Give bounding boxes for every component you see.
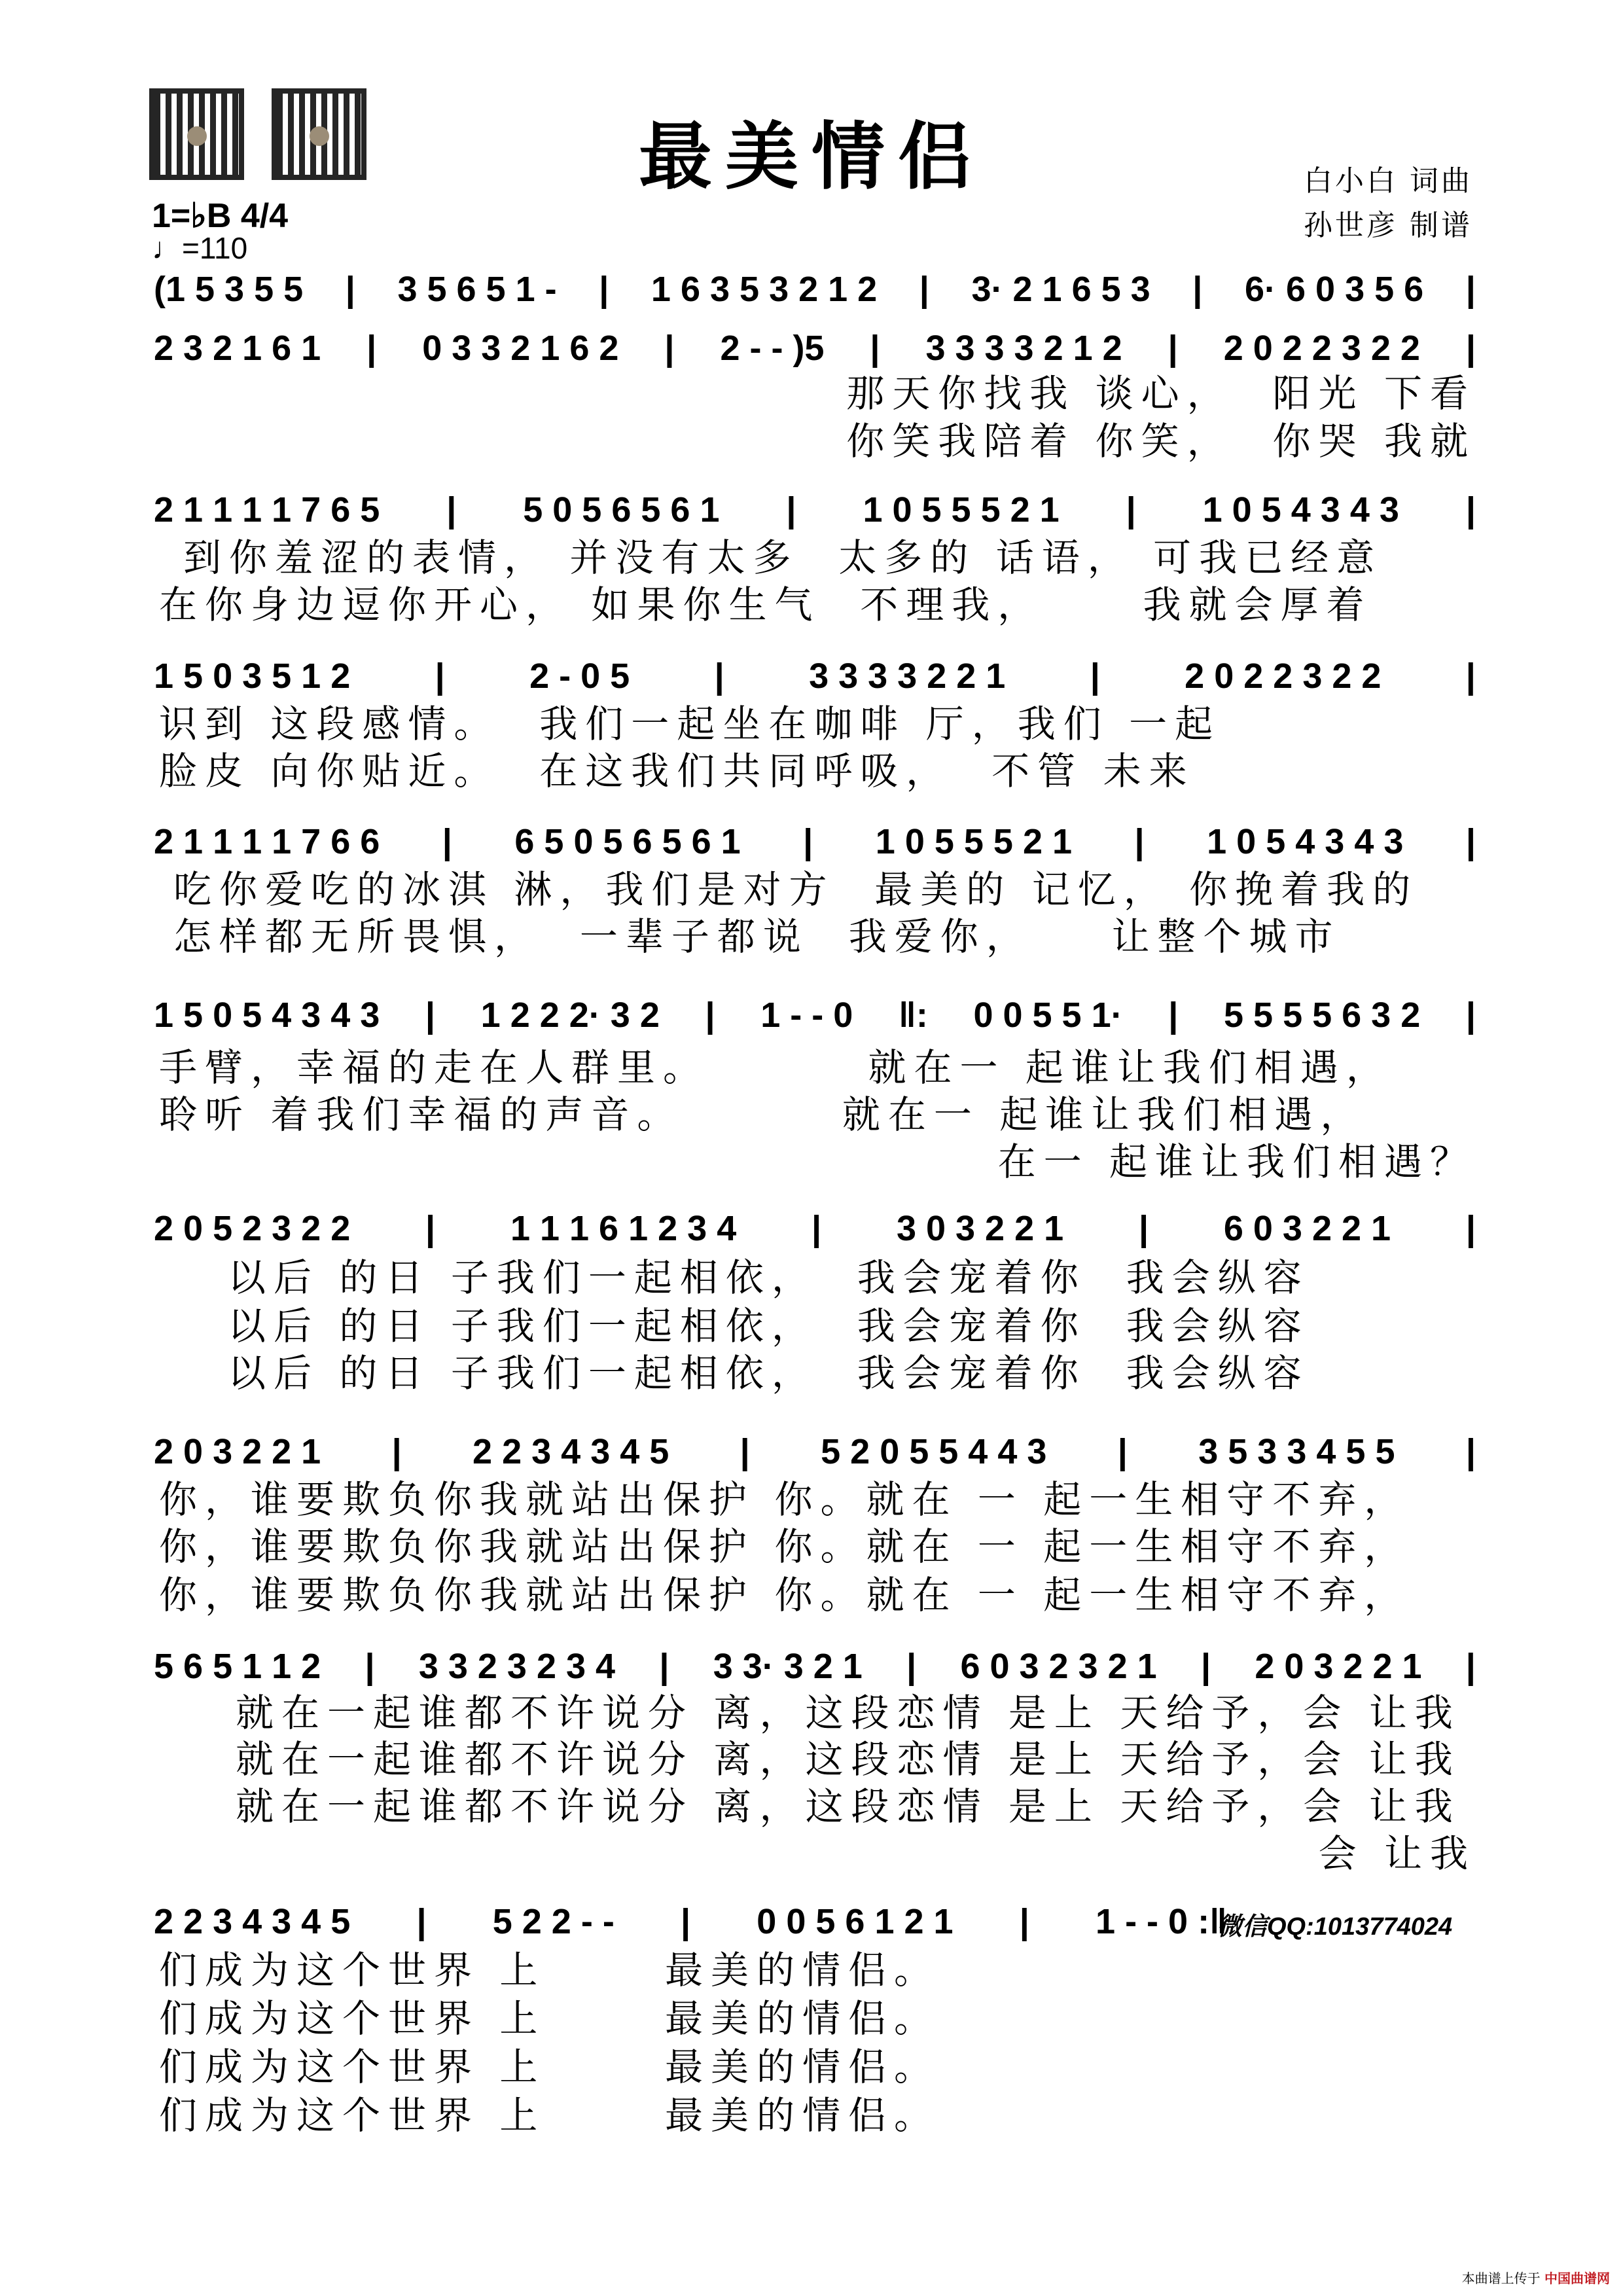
barline: | bbox=[1168, 996, 1179, 1035]
barline: | bbox=[1168, 329, 1178, 368]
barline: | bbox=[425, 996, 436, 1035]
barline: | bbox=[1134, 822, 1145, 861]
notation-row bbox=[154, 1434, 1476, 1469]
measure-notes: 1 0 5 5 5 2 1 bbox=[875, 822, 1073, 861]
barline: | bbox=[1117, 1432, 1128, 1471]
barline: | bbox=[1200, 1647, 1211, 1686]
barline: | bbox=[870, 329, 880, 368]
measure-notes: 0 0 5 6 1 2 1 bbox=[757, 1902, 954, 1941]
lyric-line: 就在一起谁都不许说分 离，这段恋情 是上 天给予，会 让我 bbox=[236, 1737, 1461, 1782]
lyric-line: 在你身边逗你开心， 如果你生气 不理我， 我就会厚着 bbox=[159, 583, 1372, 627]
barline: | bbox=[1465, 270, 1476, 309]
lyric-line: 以后 的日 子我们一起相依， 我会宠着你 我会纵容 bbox=[228, 1304, 1310, 1348]
measure-notes: 2 2 3 4 3 4 5 bbox=[154, 1902, 351, 1941]
measure-notes: 3 3 3 3 2 1 2 bbox=[925, 329, 1122, 368]
barline: 1 - - 0 :‖ bbox=[1096, 1902, 1227, 1941]
measure-notes: 5 2 2 - - bbox=[492, 1902, 615, 1941]
measure-notes: 2 0 2 2 3 2 2 bbox=[1223, 329, 1420, 368]
lyric-line: 们成为这个世界 上 最美的情侣。 bbox=[159, 1996, 940, 2041]
measure-notes: 2 2 3 4 3 4 5 bbox=[473, 1432, 669, 1471]
barline: | bbox=[1138, 1209, 1149, 1248]
measure-notes: 6 0 3 2 2 1 bbox=[1223, 1209, 1391, 1248]
lyric-line: 你，谁要欺负你我就站出保护 你。就在 一 起一生相守不弃， bbox=[159, 1477, 1410, 1522]
barline: | bbox=[664, 329, 675, 368]
barline: | bbox=[345, 270, 355, 309]
measure-notes: 1 0 5 4 3 4 3 bbox=[1202, 490, 1399, 529]
lyric-line: 就在一起谁都不许说分 离，这段恋情 是上 天给予，会 让我 bbox=[236, 1691, 1461, 1735]
notation-row bbox=[154, 1211, 1476, 1246]
lyric-line: 聆听 着我们幸福的声音。 就在一 起谁让我们相遇， bbox=[159, 1092, 1366, 1137]
barline: | bbox=[681, 1902, 691, 1941]
contact-info: 微信QQ:1013774024 bbox=[1217, 1913, 1453, 1941]
measure-notes: 2 0 2 2 3 2 2 bbox=[1185, 656, 1382, 696]
notation-row bbox=[154, 492, 1476, 528]
measure-notes: 1 0 5 4 3 4 3 bbox=[1207, 822, 1404, 861]
measure-notes: 2 0 3 2 2 1 bbox=[154, 1432, 321, 1471]
arranger: 孙世彦 制谱 bbox=[1304, 209, 1472, 242]
footer-site: 中国曲谱网 bbox=[1544, 2270, 1610, 2286]
barline: | bbox=[366, 329, 377, 368]
measure-notes: 2 3 2 1 6 1 bbox=[154, 329, 321, 368]
notation-row bbox=[154, 658, 1476, 694]
measure-notes: 5 2 0 5 5 4 4 3 bbox=[821, 1432, 1047, 1471]
measure-notes: 3 3 2 3 2 3 4 bbox=[418, 1647, 616, 1686]
barline: | bbox=[740, 1432, 750, 1471]
measure-notes: 1 1 1 6 1 2 3 4 bbox=[510, 1209, 737, 1248]
notation-row bbox=[154, 1649, 1476, 1684]
measure-notes: 1 5 0 3 5 1 2 bbox=[154, 656, 351, 696]
measure-notes: 0 0 5 5 1· bbox=[973, 996, 1123, 1035]
measure-notes: 1 2 2 2· 3 2 bbox=[480, 996, 660, 1035]
barline: ‖: bbox=[898, 996, 928, 1035]
barline: | bbox=[1465, 656, 1476, 696]
barline: | bbox=[1465, 822, 1476, 861]
notation-row bbox=[154, 1904, 1227, 1939]
lyric-line: 你，谁要欺负你我就站出保护 你。就在 一 起一生相守不弃， bbox=[159, 1573, 1410, 1617]
lyric-line: 你笑我陪着 你笑， 你哭 我就 bbox=[846, 419, 1476, 463]
measure-notes: 3 3 3 3 2 2 1 bbox=[809, 656, 1006, 696]
measure-notes: 6 0 3 2 3 2 1 bbox=[960, 1647, 1157, 1686]
notation-row bbox=[154, 824, 1476, 859]
barline: | bbox=[425, 1209, 436, 1248]
measure-notes: 2 0 5 2 3 2 2 bbox=[154, 1209, 351, 1248]
measure-notes: 3 3· 3 2 1 bbox=[713, 1647, 863, 1686]
barline: | bbox=[435, 656, 445, 696]
barline: | bbox=[714, 656, 724, 696]
measure-notes: 3· 2 1 6 5 3 bbox=[971, 270, 1150, 309]
notation-row bbox=[154, 272, 1476, 307]
barline: | bbox=[1465, 1209, 1476, 1248]
measure-notes: 3 5 3 3 4 5 5 bbox=[1198, 1432, 1395, 1471]
measure-notes: 6· 6 0 3 5 6 bbox=[1245, 270, 1424, 309]
lyric-line: 吃你爱吃的冰淇 淋，我们是对方 最美的 记忆， 你挽着我的 bbox=[173, 867, 1419, 912]
barline: | bbox=[1465, 329, 1476, 368]
measure-notes: 3 0 3 2 2 1 bbox=[896, 1209, 1064, 1248]
barline: | bbox=[391, 1432, 402, 1471]
measure-notes: 2 0 3 2 2 1 bbox=[1255, 1647, 1422, 1686]
lyric-line: 脸皮 向你贴近。 在这我们共同呼吸， 不管 未来 bbox=[159, 749, 1195, 793]
measure-notes: 3 5 6 5 1 - bbox=[397, 270, 557, 309]
lyric-line: 们成为这个世界 上 最美的情侣。 bbox=[159, 2045, 940, 2089]
lyric-line: 在一 起谁让我们相遇？ bbox=[997, 1139, 1476, 1184]
barline: | bbox=[1090, 656, 1100, 696]
measure-notes: 2 - 0 5 bbox=[529, 656, 630, 696]
key-signature: 1=♭B 4/4 bbox=[152, 197, 289, 235]
measure-notes: 1 6 3 5 3 2 1 2 bbox=[651, 270, 878, 309]
barline: | bbox=[442, 822, 452, 861]
measure-notes: 1 5 0 5 4 3 4 3 bbox=[154, 996, 380, 1035]
lyric-line: 就在一起谁都不许说分 离，这段恋情 是上 天给予，会 让我 bbox=[236, 1784, 1461, 1829]
lyric-line: 那天你找我 谈心， 阳光 下看 bbox=[846, 371, 1476, 416]
barline: | bbox=[416, 1902, 427, 1941]
barline: | bbox=[812, 1209, 822, 1248]
lyric-line: 们成为这个世界 上 最美的情侣。 bbox=[159, 1948, 940, 1992]
footer-credit bbox=[1462, 2268, 1610, 2287]
measure-notes: (1 5 3 5 5 bbox=[154, 270, 304, 309]
measure-notes: 5 5 5 5 6 3 2 bbox=[1224, 996, 1421, 1035]
lyric-line: 怎样都无所畏惧， 一辈子都说 我爱你， 让整个城市 bbox=[173, 914, 1341, 959]
lyric-line: 你，谁要欺负你我就站出保护 你。就在 一 起一生相守不弃， bbox=[159, 1524, 1410, 1569]
barline: | bbox=[919, 270, 929, 309]
measure-notes: 2 - - )5 bbox=[720, 329, 825, 368]
barline: | bbox=[705, 996, 715, 1035]
barline: | bbox=[1465, 996, 1476, 1035]
measure-notes: 5 6 5 1 1 2 bbox=[154, 1647, 321, 1686]
measure-notes: 1 - - 0 bbox=[760, 996, 853, 1035]
lyric-line: 手臂，幸福的走在人群里。 就在一 起谁让我们相遇， bbox=[159, 1045, 1392, 1090]
measure-notes: 2 1 1 1 1 7 6 5 bbox=[154, 490, 380, 529]
barline: | bbox=[659, 1647, 669, 1686]
barline: | bbox=[906, 1647, 917, 1686]
barline: | bbox=[1126, 490, 1136, 529]
barline: | bbox=[1019, 1902, 1029, 1941]
barline: | bbox=[446, 490, 457, 529]
measure-notes: 2 1 1 1 1 7 6 6 bbox=[154, 822, 380, 861]
measure-notes: 5 0 5 6 5 6 1 bbox=[523, 490, 720, 529]
lyric-line: 们成为这个世界 上 最美的情侣。 bbox=[159, 2093, 940, 2138]
notation-row bbox=[154, 331, 1476, 366]
measure-notes: 0 3 3 2 1 6 2 bbox=[422, 329, 619, 368]
lyric-line: 识到 这段感情。 我们一起坐在咖啡 厅，我们 一起 bbox=[159, 702, 1221, 746]
barline: | bbox=[599, 270, 609, 309]
barline: | bbox=[365, 1647, 375, 1686]
barline: | bbox=[1465, 1432, 1476, 1471]
measure-notes: 6 5 0 5 6 5 6 1 bbox=[514, 822, 741, 861]
lyric-line: 会 让我 bbox=[1318, 1831, 1476, 1876]
page-title: 最美情侣 bbox=[639, 115, 984, 200]
barline: | bbox=[786, 490, 796, 529]
measure-notes: 1 0 5 5 5 2 1 bbox=[863, 490, 1060, 529]
barline: | bbox=[803, 822, 813, 861]
lyric-line: 到你羞涩的表情， 并没有太多 太多的 话语， 可我已经意 bbox=[183, 535, 1383, 580]
lyric-line: 以后 的日 子我们一起相依， 我会宠着你 我会纵容 bbox=[228, 1351, 1310, 1395]
barline: | bbox=[1465, 1647, 1476, 1686]
notation-row bbox=[154, 997, 1476, 1033]
footer-prefix: 本曲谱上传于 bbox=[1461, 2270, 1541, 2286]
barline: | bbox=[1465, 490, 1476, 529]
tempo-marking: ♩=110 bbox=[152, 231, 248, 265]
barline: | bbox=[1192, 270, 1203, 309]
lyric-line: 以后 的日 子我们一起相依， 我会宠着你 我会纵容 bbox=[228, 1255, 1310, 1300]
lyricist-composer: 白小白 词曲 bbox=[1304, 164, 1472, 198]
